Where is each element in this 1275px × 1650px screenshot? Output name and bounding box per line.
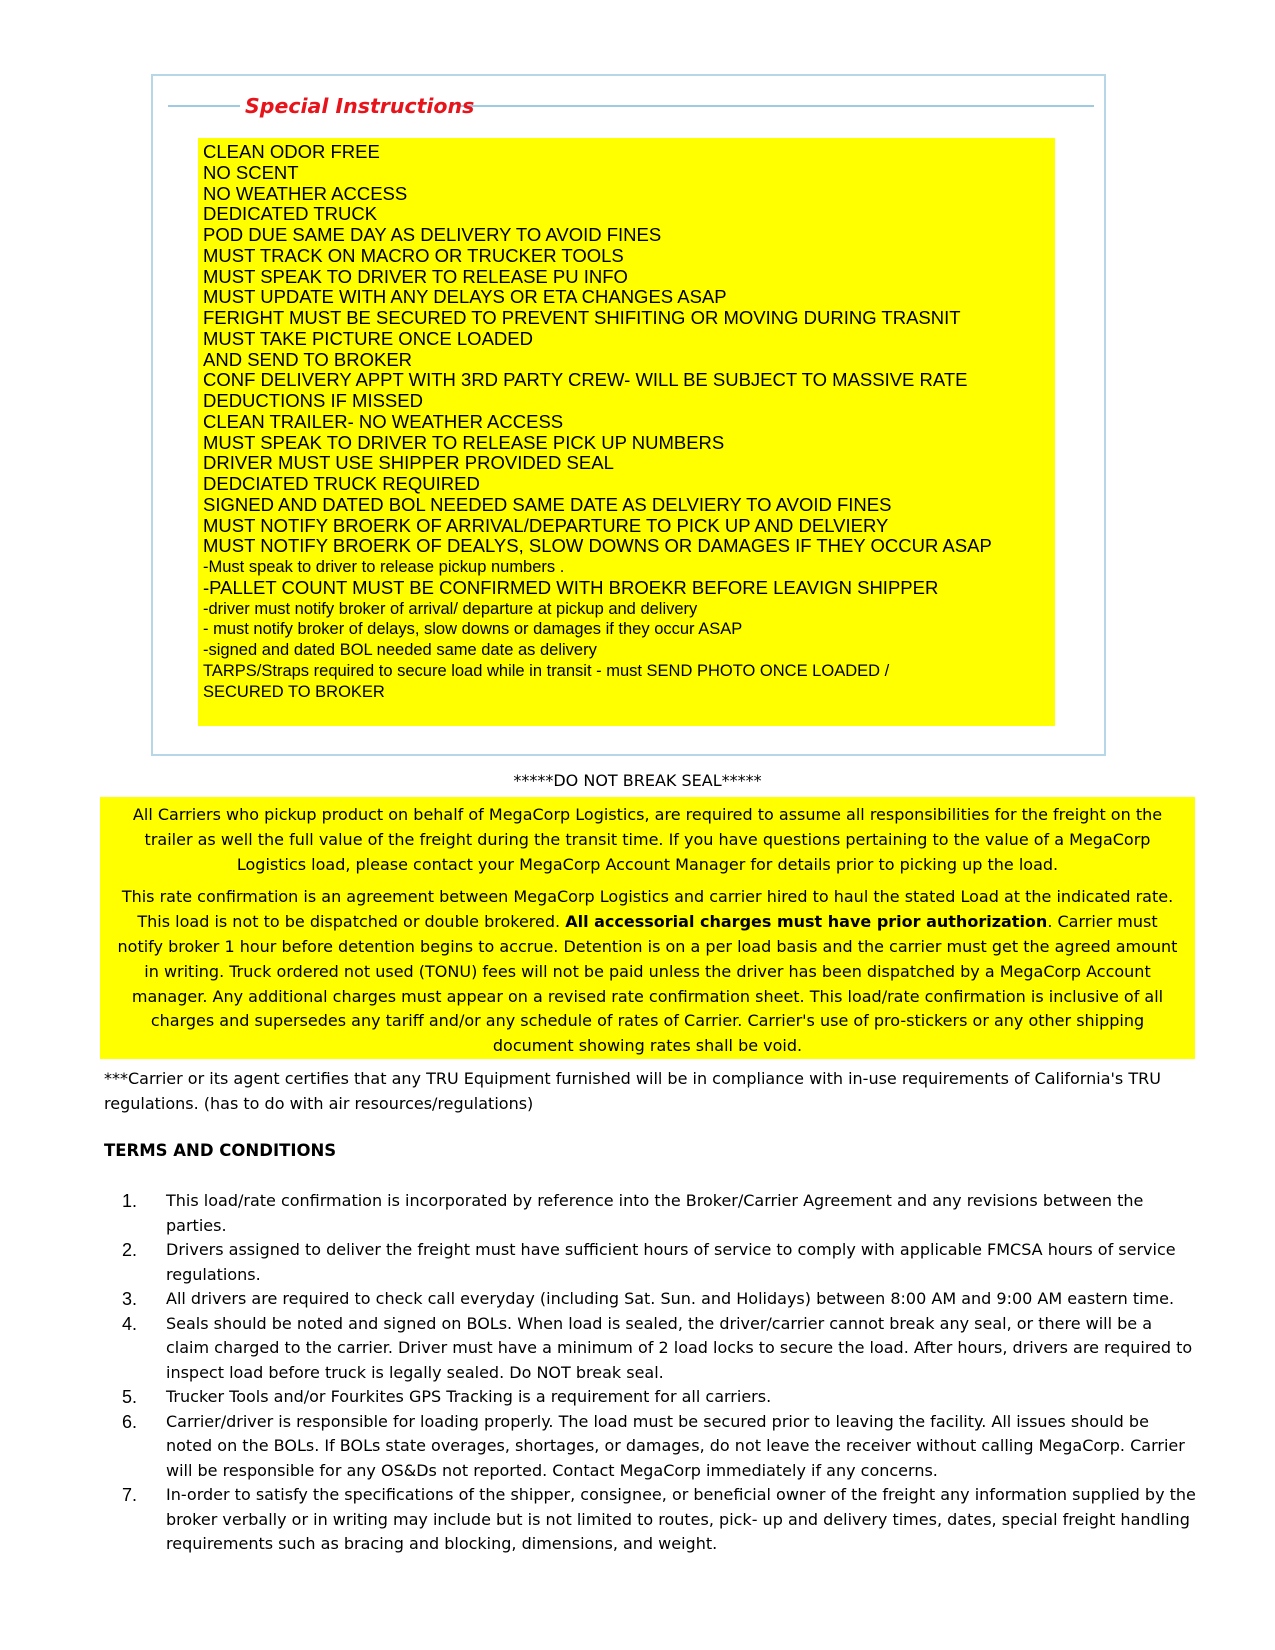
term-text: Trucker Tools and/or Fourkites GPS Tracking is a requirement for all carriers. <box>166 1387 772 1406</box>
instruction-line: CLEAN TRAILER- NO WEATHER ACCESS <box>203 410 564 432</box>
term-text: Seals should be noted and signed on BOLs. When load is sealed, the driver/carrier cannot break any seal, or there will be a claim charged to the carrier. Driver must have a minimum of 2 load locks to secure the load. After hours, drivers are required to inspect load before truck is legally sealed. Do NOT break seal. <box>166 1313 1193 1382</box>
disclaimer-paragraph <box>114 885 1181 1059</box>
seal-notice: *****DO NOT BREAK SEAL***** <box>513 771 762 790</box>
tru-notice: ***Carrier or its agent certifies that any TRU Equipment furnished will be in compliance with in-use requirements of California's TRU regulations. (has to do with air resources/regulations) <box>104 1069 1161 1113</box>
title-rule-right <box>458 105 1094 107</box>
term-text: Drivers assigned to deliver the freight must have sufficient hours of service to comply with applicable FMCSA hours of service regulations. <box>166 1240 1176 1284</box>
terms-list <box>122 1189 1197 1557</box>
instruction-line: MUST TRACK ON MACRO OR TRUCKER TOOLS <box>203 244 624 266</box>
disclaimer-text: . Carrier must notify broker 1 hour before detention begins to accrue. Detention is on a per load basis and the carrier must get the agreed amount in writing. Truck ordered not used (TONU) fees will not be paid unless the driver has been dispatched by a MegaCorp Account manager. Any additional charges must appear on a revised rate confirmation sheet. This load/rate confirmation is inclusive of all charges and supersedes any tariff and/or any schedule of rates of Carrier. Carrier's use of pro-stickers or any other shipping document showing rates shall be void. <box>117 912 1178 1056</box>
term-item <box>122 1483 1197 1557</box>
instruction-line: NO WEATHER ACCESS <box>203 182 408 204</box>
term-number: 2. <box>122 1240 138 1260</box>
term-item <box>122 1312 1197 1386</box>
instruction-line: MUST UPDATE WITH ANY DELAYS OR ETA CHANGES ASAP <box>203 286 727 308</box>
title-rule-left <box>168 105 240 107</box>
instruction-line: SECURED TO BROKER <box>203 682 385 701</box>
instruction-line: POD DUE SAME DAY AS DELIVERY TO AVOID FINES <box>203 224 662 245</box>
instruction-line: -driver must notify broker of arrival/ departure at pickup and delivery <box>203 599 698 618</box>
instruction-line: TARPS/Straps required to secure load while in transit - must SEND PHOTO ONCE LOADED / <box>203 661 890 680</box>
instruction-line: MUST SPEAK TO DRIVER TO RELEASE PU INFO <box>203 265 628 287</box>
instruction-line: DEDUCTIONS IF MISSED <box>203 390 423 411</box>
special-instructions-list <box>203 142 1053 702</box>
term-text: Carrier/driver is responsible for loading properly. The load must be secured prior to leaving the facility. All issues should be noted on the BOLs. If BOLs state overages, shortages, or damages, do not leave the receiver without calling MegaCorp. Carrier will be responsible for any OS&Ds not reported. Contact MegaCorp immediately if any concerns. <box>166 1411 1185 1480</box>
term-text: This load/rate confirmation is incorporated by reference into the Broker/Carrier Agreement and any revisions between the parties. <box>166 1191 1144 1235</box>
term-number: 1. <box>122 1191 138 1211</box>
instruction-line: -PALLET COUNT MUST BE CONFIRMED WITH BROEKR BEFORE LEAVIGN SHIPPER <box>203 576 939 598</box>
disclaimer-text: This rate confirmation is an agreement between MegaCorp Logistics and carrier hired to haul the stated Load at the indicated rate. This load is not to be dispatched or double brokered. <box>121 887 1174 932</box>
instruction-line: -signed and dated BOL needed same date as delivery <box>203 641 597 659</box>
disclaimer-bold-text: All accessorial charges must have prior authorization <box>565 912 1048 932</box>
carrier-disclaimer <box>100 797 1195 1059</box>
term-number: 3. <box>122 1289 138 1309</box>
instruction-line: DEDCIATED TRUCK REQUIRED <box>203 473 480 494</box>
terms-heading: TERMS AND CONDITIONS <box>104 1141 337 1160</box>
instruction-line: DRIVER MUST USE SHIPPER PROVIDED SEAL <box>203 452 614 474</box>
instruction-line: - must notify broker of delays, slow downs or damages if they occur ASAP <box>203 620 743 639</box>
term-item <box>122 1287 1197 1312</box>
term-item <box>122 1410 1197 1484</box>
instruction-line: MUST TAKE PICTURE ONCE LOADED <box>203 327 533 349</box>
instruction-line: MUST NOTIFY BROERK OF DEALYS, SLOW DOWNS OR DAMAGES IF THEY OCCUR ASAP <box>203 535 992 557</box>
term-number: 4. <box>122 1313 138 1334</box>
disclaimer-paragraph: All Carriers who pickup product on behalf of MegaCorp Logistics, are required to assume all responsibilities for the freight on the trailer as well the full value of the freight during the transit time. If you have questions pertaining to the value of a MegaCorp Logistics load, please contact your MegaCorp Account Manager for details prior to picking up the load. <box>132 805 1163 874</box>
instruction-line: -Must speak to driver to release pickup numbers . <box>203 558 565 576</box>
instruction-line: CLEAN ODOR FREE <box>203 141 380 162</box>
special-instructions-title: Special Instructions <box>245 94 475 118</box>
term-number: 7. <box>122 1485 138 1505</box>
instruction-line: DEDICATED TRUCK <box>203 203 378 225</box>
term-number: 5. <box>122 1387 138 1407</box>
instruction-line: AND SEND TO BROKER <box>203 348 413 370</box>
instruction-line: SIGNED AND DATED BOL NEEDED SAME DATE AS DELVIERY TO AVOID FINES <box>203 493 892 515</box>
term-text: In-order to satisfy the specifications of the shipper, consignee, or beneficial owner of the freight any information supplied by the broker verbally or in writing may include but is not limited to routes, pick- up and delivery times, dates, special freight handling requirements such as bracing and blocking, dimensions, and weight. <box>166 1485 1196 1553</box>
instruction-line: CONF DELIVERY APPT WITH 3RD PARTY CREW- WILL BE SUBJECT TO MASSIVE RATE <box>203 369 968 391</box>
term-text: All drivers are required to check call everyday (including Sat. Sun. and Holidays) between 8:00 AM and 9:00 AM eastern time. <box>166 1289 1175 1308</box>
term-number: 6. <box>122 1411 138 1432</box>
instruction-line: FERIGHT MUST BE SECURED TO PREVENT SHIFITING OR MOVING DURING TRASNIT <box>203 307 961 328</box>
instruction-line: MUST NOTIFY BROERK OF ARRIVAL/DEPARTURE TO PICK UP AND DELVIERY <box>203 514 889 536</box>
term-item <box>122 1189 1197 1238</box>
term-item <box>122 1385 1197 1410</box>
instruction-line: MUST SPEAK TO DRIVER TO RELEASE PICK UP NUMBERS <box>203 431 725 453</box>
instruction-line: NO SCENT <box>203 161 299 183</box>
term-item <box>122 1238 1197 1287</box>
